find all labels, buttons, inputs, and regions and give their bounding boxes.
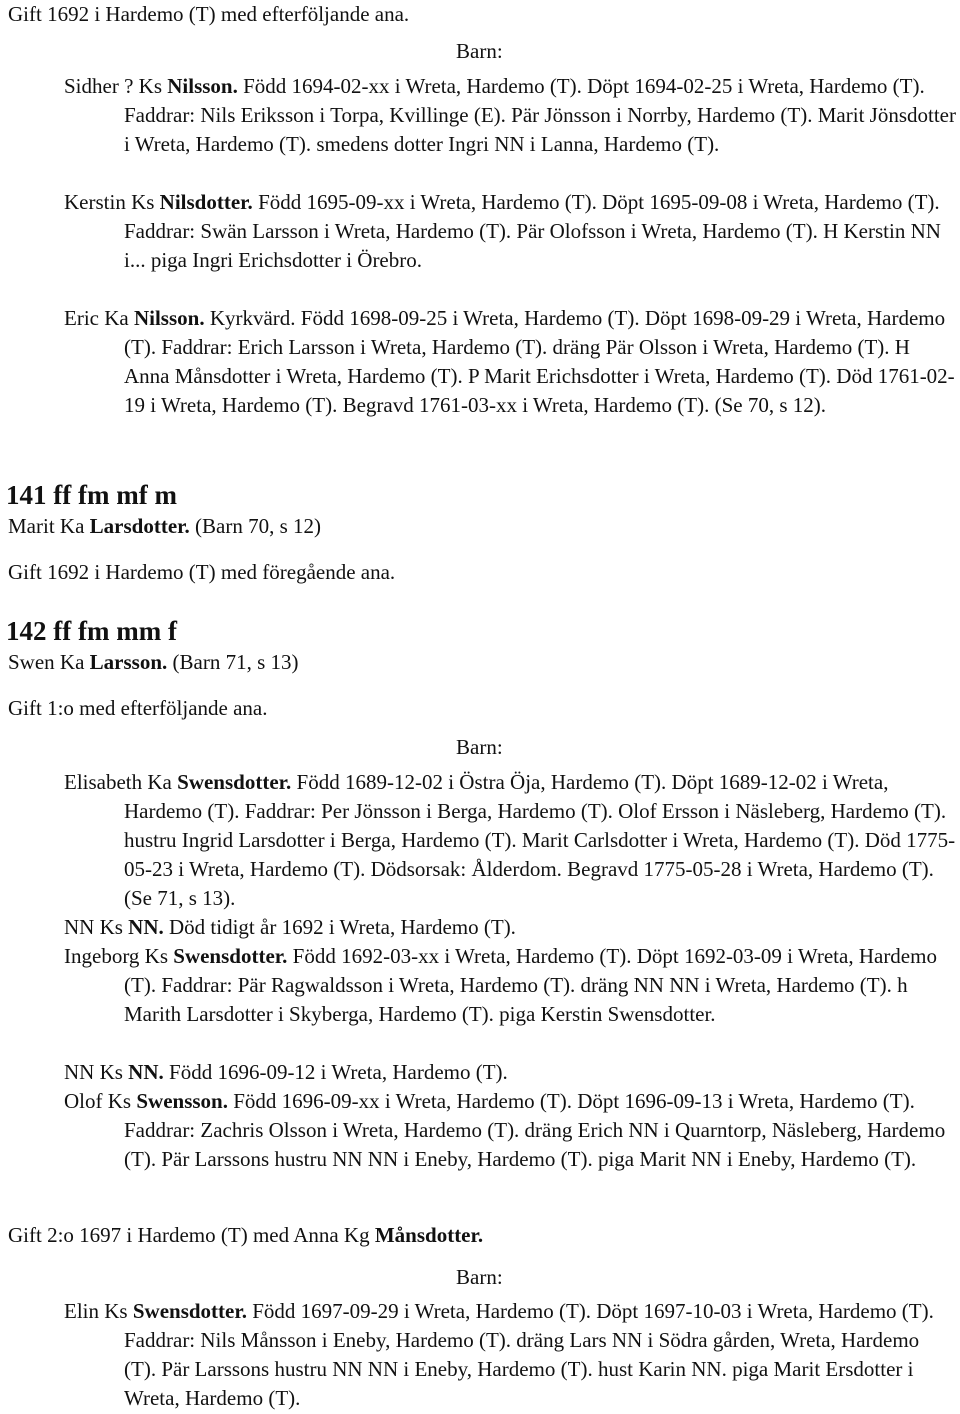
child-entry: NN Ks NN. Död tidigt år 1692 i Wreta, Hardemo (T). xyxy=(64,915,516,939)
child-entry: Kerstin Ks Nilsdotter. Född 1695-09-xx i Wreta, Hardemo (T). Döpt 1695-09-08 i Wreta, Hardemo (T). Faddrar: Swän Larsson i Wreta, Hardemo (T). Pär Olofsson i Wreta, Hardemo (T). H Kerstin NN i... piga Ingri Erichsdotter i Örebro. xyxy=(64,190,941,272)
children-label: Barn: xyxy=(456,1265,503,1289)
marriage-line: Gift 2:o 1697 i Hardemo (T) med Anna Kg Månsdotter. xyxy=(8,1223,484,1247)
children-label: Barn: xyxy=(456,39,503,63)
child-entry: Sidher ? Ks Nilsson. Född 1694-02-xx i Wreta, Hardemo (T). Döpt 1694-02-25 i Wreta, Hardemo (T). Faddrar: Nils Eriksson i Torpa, Kvillinge (E). Pär Jönsson i Norrby, Hardemo (T). Marit Jönsdotter i Wreta, Hardemo (T). smedens dotter Ingri NN i Lanna, Hardemo (T). xyxy=(64,74,956,156)
child-entry: NN Ks NN. Född 1696-09-12 i Wreta, Hardemo (T). xyxy=(64,1060,508,1084)
marriage-line: Gift 1:o med efterföljande ana. xyxy=(8,696,268,720)
child-entry: Elin Ks Swensdotter. Född 1697-09-29 i Wreta, Hardemo (T). Döpt 1697-10-03 i Wreta, Hardemo (T). Faddrar: Nils Månsson i Eneby, Hardemo (T). dräng Lars NN i Södra gården, Wreta, Hardemo (T). Pär Larssons hustru NN NN i Eneby, Hardemo (T). hust Karin NN. piga Marit Ersdotter i Wreta, Hardemo (T). xyxy=(64,1299,934,1410)
child-entry: Olof Ks Swensson. Född 1696-09-xx i Wreta, Hardemo (T). Döpt 1696-09-13 i Wreta, Hardemo (T). Faddrar: Zachris Olsson i Wreta, Hardemo (T). dräng Erich NN i Quarntorp, Näsleberg, Hardemo (T). Pär Larssons hustru NN NN i Eneby, Hardemo (T). piga Marit NN i Eneby, Hardemo (T). xyxy=(64,1089,946,1171)
marriage-line: Gift 1692 i Hardemo (T) med föregående ana. xyxy=(8,560,396,584)
child-entry: Elisabeth Ka Swensdotter. Född 1689-12-02 i Östra Öja, Hardemo (T). Döpt 1689-12-02 i Wreta, Hardemo (T). Faddrar: Per Jönsson i Berga, Hardemo (T). Olof Ersson i Näsleberg, Hardemo (T). hustru Ingrid Larsdotter i Berga, Hardemo (T). Marit Carlsdotter i Wreta, Hardemo (T). Död 1775-05-23 i Wreta, Hardemo (T). Dödsorsak: Ålderdom. Begravd 1775-05-28 i Wreta, Hardemo (T). (Se 71, s 13). xyxy=(64,770,956,910)
section-heading-141: 141 ff fm mf m xyxy=(6,480,177,510)
person-line: Marit Ka Larsdotter. (Barn 70, s 12) xyxy=(8,514,322,538)
children-label: Barn: xyxy=(456,735,503,759)
marriage-line: Gift 1692 i Hardemo (T) med efterföljande ana. xyxy=(8,2,410,26)
child-entry: Ingeborg Ks Swensdotter. Född 1692-03-xx i Wreta, Hardemo (T). Döpt 1692-03-09 i Wreta, Hardemo (T). Faddrar: Pär Ragwaldsson i Wreta, Hardemo (T). dräng NN NN i Wreta, Hardemo (T). h Marith Larsdotter i Skyberga, Hardemo (T). piga Kerstin Swensdotter. xyxy=(64,944,937,1026)
section-heading-142: 142 ff fm mm f xyxy=(6,616,177,646)
child-entry: Eric Ka Nilsson. Kyrkvärd. Född 1698-09-25 i Wreta, Hardemo (T). Döpt 1698-09-29 i Wreta, Hardemo (T). Faddrar: Erich Larsson i Wreta, Hardemo (T). dräng Pär Olsson i Wreta, Hardemo (T). H Anna Månsdotter i Wreta, Hardemo (T). P Marit Erichsdotter i Wreta, Hardemo (T). Död 1761-02-19 i Wreta, Hardemo (T). Begravd 1761-03-xx i Wreta, Hardemo (T). (Se 70, s 12). xyxy=(64,306,955,417)
person-line: Swen Ka Larsson. (Barn 71, s 13) xyxy=(8,650,299,674)
